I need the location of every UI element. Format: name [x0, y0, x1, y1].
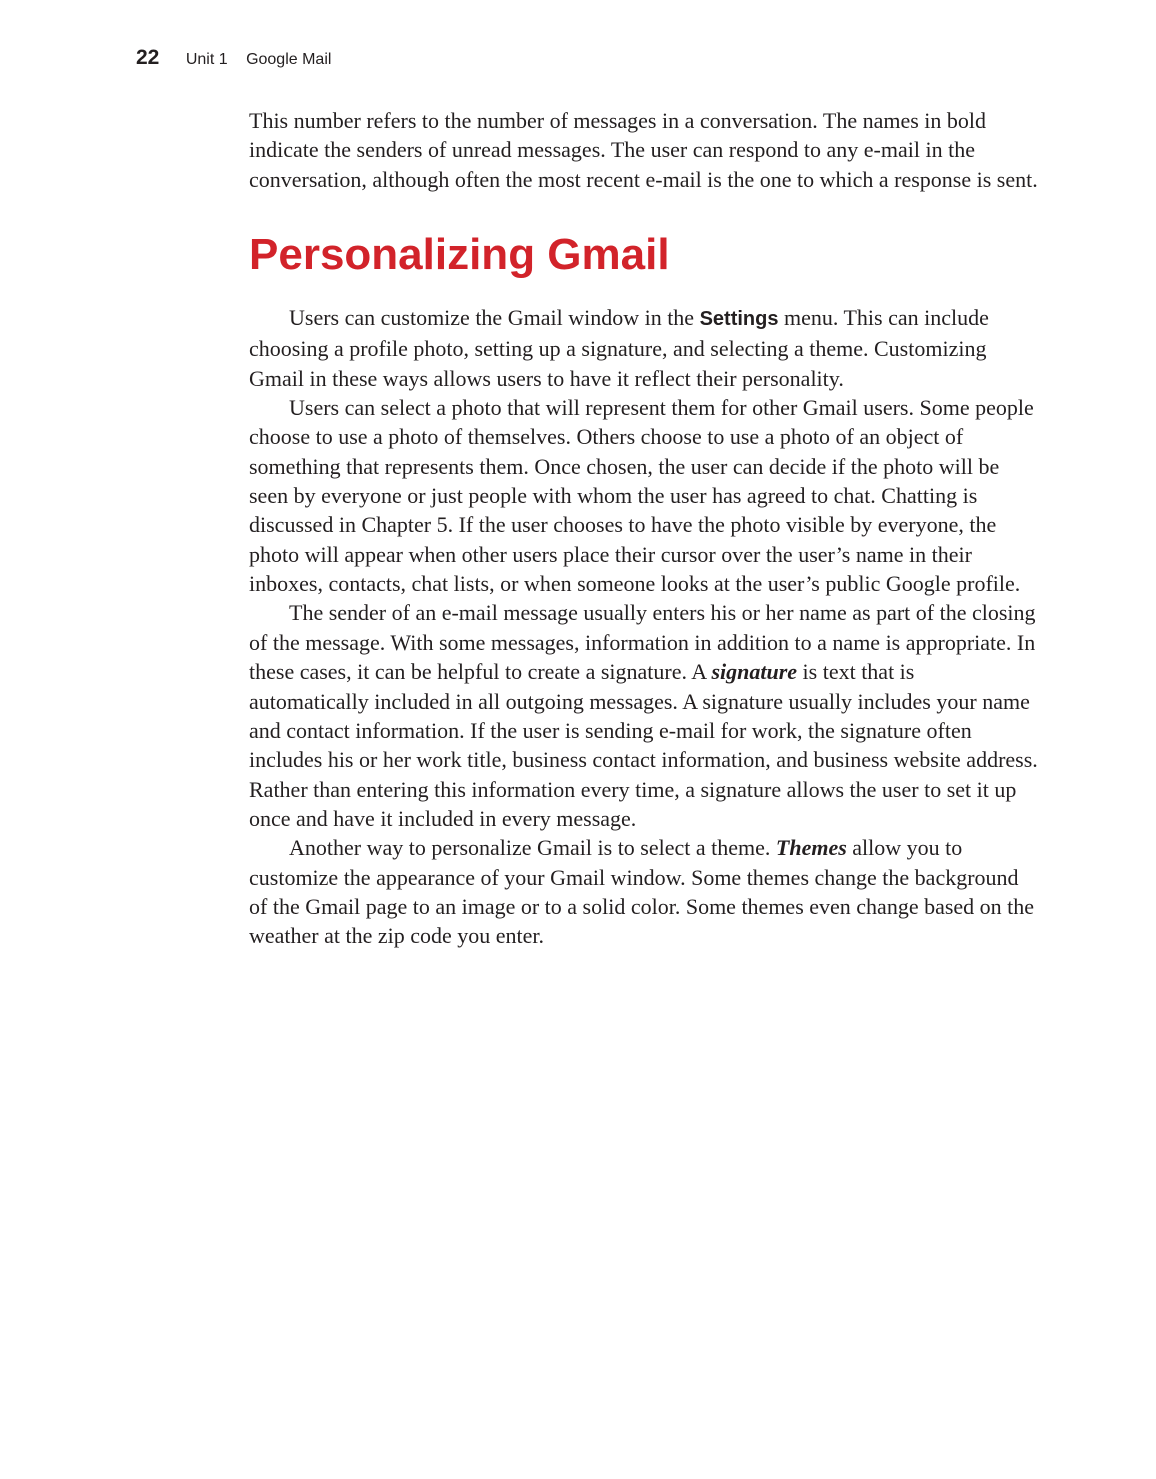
paragraph-text: Another way to personalize Gmail is to select a theme. [289, 835, 776, 861]
paragraph-signature [249, 598, 1039, 833]
themes-term: Themes [775, 835, 847, 861]
section-heading: Personalizing Gmail [249, 230, 670, 280]
paragraph-profile-photo: Users can select a photo that will represent them for other Gmail users. Some people choose to use a photo of themselves. Others choose to use a photo of an object of something that represents them. Once chosen, the user can decide if the photo will be seen by everyone or just people with whom the user has agreed to chat. Chatting is discussed in Chapter 5. If the user chooses to have the photo visible by everyone, the photo will appear when other users place their cursor over the user’s name in their inboxes, contacts, chat lists, or when someone looks at the user’s public Google profile. [249, 395, 1034, 597]
page-body [249, 106, 1039, 951]
running-head [136, 46, 331, 70]
paragraph-text: Users can customize the Gmail window in the [289, 305, 700, 331]
paragraph-text: is text that is automatically included in all outgoing messages. A signature usually includes your name and contact information. If the user is sending e-mail for work, the signature often includes his or her work title, business contact information, and business website address. Rather than entering this information every time, a signature allows the user to set it up once and have it included in every message. [249, 659, 1038, 831]
paragraph-settings [249, 303, 1039, 393]
book-title: Google Mail [246, 51, 332, 68]
paragraph-text: allow you to customize the appearance of your Gmail window. Some themes change the background of the Gmail page to an image or to a solid color. Some themes even change based on the weather at the zip code you enter. [249, 835, 1035, 949]
signature-term: signature [711, 659, 798, 685]
intro-paragraph: This number refers to the number of messages in a conversation. The names in bold indicate the senders of unread messages. The user can respond to any e-mail in the conversation, although often the most recent e-mail is the one to which a response is sent. [249, 108, 1038, 192]
paragraph-themes [249, 833, 1039, 950]
unit-label: Unit 1 [185, 51, 228, 68]
page-number: 22 [136, 46, 160, 69]
paragraph-text: The sender of an e-mail message usually enters his or her name as part of the closing of the message. With some messages, information in addition to a name is appropriate. In these cases, it can be helpful to create a signature. A [249, 600, 1036, 685]
settings-menu-term: Settings [699, 308, 779, 331]
paragraph-text: menu. This can include choosing a profile photo, setting up a signature, and selecting a theme. Customizing Gmail in these ways allows users to have it reflect their personality. [249, 305, 989, 391]
